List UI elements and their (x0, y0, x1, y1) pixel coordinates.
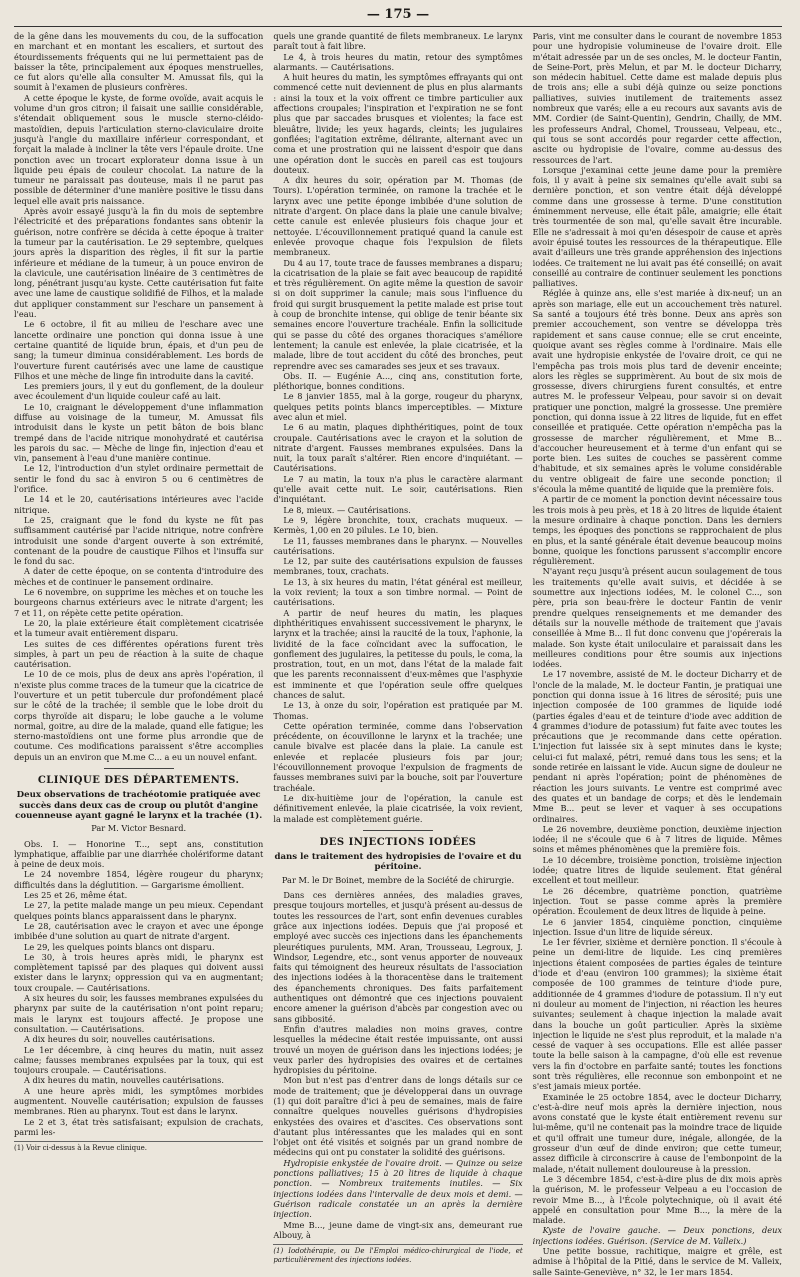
paragraph: Le 3 décembre 1854, c'est-à-dire plus de dix mois après la guérison, M. le professeur Velpeau a eu l'occasion de revoir Mme B..., à l'École polytechnique, où il avait été appelé en consultation pour Mme B..., la mère de la malade. (532, 1173, 782, 1226)
paragraph: Le 12, par suite des cautérisations expulsion de fausses membranes, toux, crachats. (273, 556, 523, 577)
section-title: DES INJECTIONS IODÉES (319, 836, 477, 848)
paragraph: A dix heures du matin, nouvelles cautérisations. (24, 1075, 224, 1086)
paragraph: Le 4, à trois heures du matin, retour des symptômes alarmants. — Cautérisations. (273, 51, 523, 72)
paragraph: Le 13, à six heures du matin, l'état général est meilleur, la voix revient; la toux a son timbre normal. — Point de cautérisations. (273, 576, 523, 608)
paragraph: Les premiers jours, il y eut du gonflement, de la douleur avec écoulement d'un liquide couleur café au lait. (14, 381, 264, 402)
paragraph: N'ayant reçu jusqu'à présent aucun soulagement de tous les traitements qu'elle avait suivis, et décidée à se soumettre aux injections iodées, M. le colonel C..., son père, pria son beau-frère le docteur Fantin de venir prendre quelques renseignements et me demander des détails sur la nouvelle méthode de traitement que j'avais conseillée à Mme B... Il fut donc convenu que j'opérerais la malade. Son kyste était uniloculaire et paraissait dans les meilleures conditions pour être soumis aux injections iodées. (532, 566, 782, 670)
paragraph: A dater de cette époque, on se contenta d'introduire des mèches et de continuer le pansement ordinaire. (14, 566, 264, 587)
paragraph: Le 8 janvier 1855, mal à la gorge, rougeur du pharynx, quelques petits points blancs imperceptibles. — Mixture avec alun et miel. (273, 391, 523, 422)
paragraph: Le 1er février, sixième et dernière ponction. Il s'écoule à peine un demi-litre de liquide. Les cinq premières injections étaient composées de parties égales de teinture d'iode et d'eau (environ 100 grammes); la sixième était composée de 100 grammes de teinture d'iode pure, additionnée de 4 grammes d'iodure de potassium. Il n'y eut ni douleur au moment de l'injection, ni réaction les heures suivantes; seulement à chaque injection la malade avait dans la bouche un goût particulier. Après la sixième injection le liquide ne s'est plus reproduit, et la malade n'a cessé de vaquer à ses occupations. Elle est allée passer toute la belle saison à la campagne, d'où elle est revenue vers la fin d'octobre en parfaite santé; toutes les fonctions sont très régulières, elle reconnue son embonpoint et ne s'est jamais mieux portée. (532, 937, 782, 1092)
paragraph: Du 4 au 17, toute trace de fausses membranes a disparu; la cicatrisation de la plaie se fait avec beaucoup de rapidité et très régulièrement. On agite même la question de savoir si on doit supprimer la canule; mais sous l'influence du froid qui surgit brusquement la petite malade est prise tout à coup de bronchite intense, qui oblige de tenir béante six semaines encore l'ouverture trachéale. Enfin la sollicitude qui se passe du côté des organes thoraciques s'améliore lentement; la canule est enlevée, la plaie cicatrisée, et la malade, libre de tout accident du côté des bronches, peut reprendre avec ses camarades ses jeux et ses travaux. (273, 257, 523, 371)
paragraph: Le 8, mieux. — Cautérisations. (283, 504, 411, 515)
paragraph: Réglée à quinze ans, elle s'est mariée à dix-neuf; un an après son mariage, elle eut un accouchement très naturel. Sa santé a toujours été très bonne. Deux ans après son premier accouchement, son ventre se développa très rapidement et sans cause connue; elle se crut enceinte, quoique avant ses règles comme à l'ordinaire. Mais elle avait une hydropisie enkystée de l'ovaire droit, ce qui ne l'empêcha pas trois mois plus tard de devenir enceinte; alors les règles se supprimèrent. Au bout de six mois de grossesse, divers chirurgiens furent consultés, et entre autres M. le professeur Velpeau, pour savoir si on devait pratiquer une ponction, malgré la grossesse. Une première ponction, qui donna issue à 22 litres de liquide, fut en effet conseillée et pratiquée. Cette opération n'empêcha pas la grossesse de marcher régulièrement, et Mme B... d'accoucher heureusement et à terme d'un enfant qui se porte bien. Les suites de couches se passèrent comme d'habitude, et six semaines après le volume considérable du ventre obligeait de faire une seconde ponction; il s'écoula la même quantité de liquide que la première fois. (532, 288, 782, 495)
paragraph: Mon but n'est pas d'entrer dans de longs détails sur ce mode de traitement; que je développerai dans un ouvrage (1) qui doit paraître d'ici à peu de semaines, mais de faire connaître quelques nouvelles guérisons d'hydropisies enkystées des ovaires et d'ascites. Ces observations sont d'autant plus intéressantes que les malades qui en sont l'objet ont été visités et soignés par un grand nombre de médecins qui ont pu constater la solidité des guérisons. (273, 1075, 523, 1158)
paragraph: Le 28, cautérisation avec le crayon et avec une éponge imbibée d'une solution au quart de nitrate d'argent. (14, 920, 264, 942)
section-title: CLINIQUE DES DÉPARTEMENTS. (37, 775, 240, 787)
paragraph: Le 30, à trois heures après midi, le pharynx est complètement tapissé par des plaques qui doivent aussi exister dans le larynx; oppression qui va en augmentant; toux croupale. — Cautérisations. (14, 951, 264, 993)
column-1 (14, 31, 264, 1153)
paragraph: Le 26 novembre, deuxième ponction, deuxième injection iodée; il ne s'écoule que 6 à 7 litres de liquide. Mêmes soins et mêmes phénomènes que la première fois. (532, 823, 782, 855)
paragraph: Le 20, la plaie extérieure était complètement cicatrisée et la tumeur avait entièrement disparu. (14, 617, 264, 639)
paragraph: de la gêne dans les mouvements du cou, de la suffocation en marchant et en montant les escaliers, et surtout des étourdissements fréquents qui ne lui permettaient pas de baisser la tête, principalement aux époques menstruelles, ce fut alors qu'elle alla consulter M. Amussat fils, qui la soumit à l'examen de plusieurs confrères. (14, 31, 264, 93)
paragraph: A cette époque le kyste, de forme ovoïde, avait acquis le volume d'un gros citron; il faisait une saillie considérable, s'étendait obliquement sous le muscle sterno-cléido-mastoïdien, depuis l'articulation sterno-claviculaire droite jusqu'à l'angle du maxillaire inférieur correspondant, et forçait la malade à incliner la tête vers l'épaule droite. Une ponction avec un trocart explorateur donna issue à un liquide peu épais de couleur chocolat. La nature de la tumeur ne paraissait pas douteuse, mais il ne parut pas possible de déterminer d'une manière positive le tissu dans lequel elle avait pris naissance. (14, 92, 264, 206)
section-divider (104, 768, 174, 769)
paragraph: Le 10 de ce mois, plus de deux ans après l'opération, il n'existe plus comme traces de la tumeur que la cicatrice de l'ouverture et un petit tubercule dur profondément placé sur le côté de la trachée; il semble que le lobe droit du corps thyroïde ait disparu; le lobe gauche a le volume normal, goitre, au dire de la malade, quand elle fatigue; les sterno-mastoïdiens ont une forme plus arrondie que de coutume. Ces modifications paraissent s'être accomplies depuis un an environ que M.me C... a eu un nouvel enfant. (14, 669, 264, 762)
case-heading: Kyste de l'ovaire gauche. — Deux ponctions, deux injections iodées. Guérison. (Service de M. Valleix.) (532, 1225, 782, 1246)
paragraph: Paris, vint me consulter dans le courant de novembre 1853 pour une hydropisie volumineuse de l'ovaire droit. Elle m'était adressée par un de ses oncles, M. le docteur Fantin, de Seine-Port, près Melun, et par M. le docteur Dicharry, son médecin habituel. Cette dame est malade depuis plus de trois ans; elle a subi déjà quinze ou seize ponctions palliatives, suivies inutilement de traitements assez nombreux que varés; elle a eu recours aux savants avis de MM. Cordier (de Saint-Quentin), Gendrin, Chailly, de MM. les professeurs Andral, Chomel, Trousseau, Velpeau, etc., qui tous se sont accordés pour regarder cette affection, ascite ou hydropisie de l'ovaire, comme au-dessus des ressources de l'art. (532, 31, 782, 165)
paragraph: A dix heures du soir, opération par M. Thomas (de Tours). L'opération terminée, on ramone la trachée et le larynx avec une petite éponge imbibée d'une solution de nitrate d'argent. On place dans la plaie une canule bivalve; cette canule est enlevée plusieurs fois chaque jour et nettoyée. L'écouvillonnement pratiqué quand la canule est enlevée provoque chaque fois l'expulsion de filets membraneux. (273, 175, 523, 258)
paragraph: Obs. I. — Honorine T..., sept ans, constitution lymphatique, affaiblie par une diarrhée cholériforme datant à peine de deux mois. (14, 838, 264, 870)
paragraph: A partir de ce moment la ponction devint nécessaire tous les trois mois à peu près, et 18 à 20 litres de liquide étaient la mesure ordinaire à chaque ponction. Dans les derniers temps, les époques des ponctions se rapprochaient de plus en plus, et la santé générale était devenue beaucoup moins bonne, quoique les fonctions parussent s'accomplir encore régulièrement. (532, 494, 782, 567)
paragraph: Le 24 novembre 1854, légère rougeur du pharynx; difficultés dans la déglutition. — Gargarisme émollient. (14, 869, 264, 890)
paragraph: quels une grande quantité de filets membraneux. Le larynx paraît tout à fait libre. (273, 31, 523, 52)
paragraph: Le 12, l'introduction d'un stylet ordinaire permettait de sentir le fond du sac à environ 5 ou 6 centimètres de l'orifice. (14, 463, 264, 495)
paragraph: Mme B..., jeune dame de vingt-six ans, demeurant rue Albouy, à (273, 1219, 523, 1240)
paragraph: Le 6 novembre, on supprime les mèches et on touche les bourgeons charnus extérieurs avec le nitrate d'argent; les 7 et 11, on répète cette petite opération. (14, 587, 264, 618)
paragraph: Le 9, légère bronchite, toux, crachats muqueux. — Kermès, 1,00 en 20 pilules. Le 10, bien. (273, 514, 523, 536)
columns (14, 31, 782, 1277)
paragraph: Le dix-huitième jour de l'opération, la canule est définitivement enlevée, la plaie cicatrisée, la voix revient, la malade est complètement guérie. (273, 792, 523, 824)
paragraph: Dans ces dernières années, des maladies graves, presque toujours mortelles, et jusqu'à présent au-dessus de toutes les ressources de l'art, sont enfin devenues curables grâce aux injections iodées. Depuis que j'ai proposé et employé avec succès ces injections dans les épanchements pleurétiques purulents, MM. Aran, Trousseau, Legroux, J. Windsor, Legendre, etc., sont venus apporter de nouveaux faits qui témoignent des heureux résultats de l'association des injections iodées à la thoracentèse dans le traitement des épanchements chroniques. Des faits parfaitement authentiques ont démontré que ces injections pouvaient encore amener la guérison d'abcès par congestion avec ou sans gibbosité. (273, 890, 523, 1024)
paragraph: Les suites de ces différentes opérations furent très simples, à part un peu de réaction à la suite de chaque cautérisation. (14, 638, 264, 670)
column-2 (273, 31, 523, 1264)
paragraph: Le 27, la petite malade mange un peu mieux. Cependant quelques points blancs apparaissent dans le pharynx. (14, 900, 264, 921)
paragraph: Examinée le 25 octobre 1854, avec le docteur Dicharry, c'est-à-dire neuf mois après la dernière injection, nous avons constaté que le kyste était entièrement revenu sur lui-même, qu'il ne contenait pas la moindre trace de liquide et qu'il offrait une tumeur dure, inégale, allongée, de la grosseur d'un œuf de dinde environ; que cette tumeur, assez difficile à circonscrire à cause de l'embonpoint de la malade, n'était nullement douloureuse à la pression. (532, 1091, 782, 1174)
paragraph: Le 11, fausses membranes dans le pharynx. — Nouvelles cautérisations. (273, 535, 523, 556)
paragraph: A six heures du soir, les fausses membranes expulsées du pharynx par suite de la cautérisation n'ont point reparu; mais le larynx est toujours affecté. Je propose une consultation. — Cautérisations. (14, 993, 264, 1034)
paragraph: Lorsque j'examinai cette jeune dame pour la première fois, il y avait à peine six semaines qu'elle avait subi sa dernière ponction, et son ventre était déjà développé comme dans une grossesse à terme. D'une constitution éminemment nerveuse, elle était pâle, amaigrie; elle était très tourmentée de son mal, qu'elle savait être incurable. Elle ne s'adressait à moi qu'en désespoir de cause et après avoir épuisé toutes les ressources de la thérapeutique. Elle avait d'ailleurs une très grande appréhension des injections iodées. Ce traitement ne lui avait pas été conseillé; on avait conseillé au contraire de continuer seulement les ponctions palliatives. (532, 164, 782, 289)
article-byline: Par M. le Dr Boinet, membre de la Société de chirurgie. (281, 874, 515, 885)
page-number: — 175 — (366, 7, 430, 22)
footnote: (1) Iodothérapie, ou De l'Emploi médico-chirurgical de l'iode, et particulièrement des injections iodées. (273, 1244, 522, 1264)
paragraph: Obs. II. — Eugénie A..., cinq ans, constitution forte, pléthorique, bonnes conditions. (273, 370, 523, 392)
section-divider (363, 830, 433, 831)
paragraph: A dix heures du soir, nouvelles cautérisations. (24, 1034, 215, 1045)
paragraph: Le 17 novembre, assisté de M. le docteur Dicharry et de l'oncle de la malade, M. le docteur Fantin, je pratiquai une ponction qui donna issue à 16 litres de sérosité; puis une injection composée de 100 grammes de liquide iodé (parties égales d'eau et de teinture d'iode avec addition de 4 grammes d'iodure de potassium) fut faite avec toutes les précautions que je recommande dans cette opération. L'injection fut laissée six à sept minutes dans le kyste; celui-ci fut malaxé, pétri, remué dans tous les sens; et la sonde retirée en laissant le vide. Aucun signe de douleur ne pendant ni après l'opération; point de phénomènes de réaction les jours suivants. Le ventre est comprimé avec des quates et un bandage de corps; et dès le lendemain Mme B... peut se lever et vaquer à ses occupations ordinaires. (532, 669, 782, 824)
paragraph: Le 1er décembre, à cinq heures du matin, nuit assez calme; fausses membranes expulsées par la toux, qui est toujours croupale. — Cautérisations. (14, 1044, 264, 1076)
article-subtitle: dans le traitement des hydropisies de l'ovaire et du péritoine. (274, 852, 522, 873)
paragraph: Le 10, craignant le développement d'une inflammation diffuse au voisinage de la tumeur, M. Amussat fils introduisit dans le kyste un petit bâton de bois blanc trempé dans de l'acide nitrique monohydraté et cautérisa les parois du sac. — Mèche de linge fin, injection d'eau et vin, pansement à l'eau d'une manière continue. (14, 401, 264, 464)
paragraph: Le 14 et le 20, cautérisations intérieures avec l'acide nitrique. (14, 494, 264, 515)
column-3 (532, 31, 782, 1277)
case-heading: Hydropisie enkystée de l'ovaire droit. — Quinze ou seize ponctions palliatives; 15 à 20 litres de liquide à chaque ponction. — Nombreux traitements inutiles. — Six injections iodées dans l'intervalle de deux mois et demi. — Guérison radicale constatée un an après la dernière injection. (273, 1157, 523, 1220)
paragraph: Le 6 au matin, plaques diphthéritiques, point de toux croupale. Cautérisations avec le crayon et la solution de nitrate d'argent. Fausses membranes expulsées. Dans la nuit, la toux paraît s'altérer. Rien encore d'inquiétant. — Cautérisations. (273, 422, 523, 474)
footnote: (1) Voir ci-dessus à la Revue clinique. (14, 1141, 263, 1153)
paragraph: Le 29, les quelques points blancs ont disparu. (24, 941, 215, 952)
paragraph: A une heure après midi, les symptômes morbides augmentent. Nouvelle cautérisation; expulsion de fausses membranes. Rien au pharynx. Tout est dans le larynx. (14, 1085, 264, 1117)
paragraph: Le 26 décembre, quatrième ponction, quatrième injection. Tout se passe comme après la première opération. Écoulement de deux litres de liquide à peine. (532, 885, 782, 917)
article-byline: Par M. Victor Besnard. (91, 823, 187, 834)
paragraph: Le 13, à onze du soir, l'opération est pratiquée par M. Thomas. (273, 700, 523, 721)
paragraph: Les 25 et 26, même état. (24, 890, 128, 901)
paragraph: Le 10 décembre, troisième ponction, troisième injection iodée; quatre litres de liquide seulement. État général excellent et tout meilleur. (532, 854, 782, 886)
paragraph: Le 25, craignant que le fond du kyste ne fût pas suffisamment cautérisé par l'acide nitrique, notre confrère introduisit une sonde d'argent ouverte à son extrémité, contenant de la poudre de caustique Filhos et l'insuffa sur le fond du sac. (14, 514, 264, 567)
header-rule (14, 26, 782, 27)
paragraph: Le 6 octobre, il fit au milieu de l'eschare avec une lancette ordinaire une ponction qui donna issue à une certaine quantité de liquide brun, épais, et d'un peu de sang; la tumeur diminua considérablement. Les bords de l'ouverture furent cautérisés avec une lame de caustique Filhos et une mèche de linge fin introduite dans la cavité. (14, 319, 264, 381)
paragraph: Après avoir essayé jusqu'à la fin du mois de septembre l'électricité et des préparations fondantes sans obtenir la guérison, notre confrère se décida à cette époque à traiter la tumeur par la cautérisation. Le 29 septembre, quelques jours après la disparition des règles, il fit sur la partie inférieure et médiane de la tumeur, à un pouce environ de la clavicule, une cautérisation linéaire de 3 centimètres de long, pénétrant jusqu'au kyste. Cette cautérisation fut faite avec une lame de caustique solidifié de Filhos, et la malade dut appliquer constamment sur l'eschare un pansement à l'eau. (14, 206, 264, 320)
paragraph: Le 6 janvier 1854, cinquième ponction, cinquième injection. Issue d'un litre de liquide séreux. (532, 916, 782, 937)
paragraph: A partir de neuf heures du matin, les plaques diphthéritiques envahissent successivement le pharynx, le larynx et la trachée; ainsi la raucité de la toux, l'aphonie, la lividité de la face coïncidant avec la suffocation, le gonflement des jugulaires, la petitesse du pouls, le coma, la prostration, tout, en un mot, dans l'état de la malade fait que les parents reconnaissent d'eux-mêmes que l'asphyxie est imminente et que l'opération seule offre quelques chances de salut. (273, 607, 523, 700)
paragraph: Cette opération terminée, comme dans l'observation précédente, on écouvillonne le larynx et la trachée; une canule bivalve est placée dans la plaie. La canule est enlevée et replacée plusieurs fois par jour; l'écouvillonnement provoque l'expulsion de fragments de fausses membranes suivi par la bouche, soit par l'ouverture trachéale. (273, 720, 523, 793)
paragraph: Une petite bossue, rachitique, maigre et grêle, est admise à l'hôpital de la Pitié, dans le service de M. Valleix, salle Sainte-Geneviève, n° 32, le 1er mars 1854. (532, 1246, 782, 1277)
paragraph: Le 2 et 3, état très satisfaisant; expulsion de crachats, parmi les- (14, 1116, 264, 1137)
article-subtitle: Deux observations de trachéotomie pratiquée avec succès dans deux cas de croup ou plutôt d'angine couenneuse ayant gagné le larynx et la trachée (1). (15, 790, 263, 821)
paragraph: Enfin d'autres maladies non moins graves, contre lesquelles la médecine était restée impuissante, ont aussi trouvé un moyen de guérison dans les injections iodées; je veux parler des hydropisies des ovaires et de certaines hydropisies du péritoine. (273, 1023, 523, 1076)
paragraph: A huit heures du matin, les symptômes effrayants qui ont commencé cette nuit deviennent de plus en plus alarmants : ainsi la toux et la voix offrent ce timbre particulier aux affections croupales; l'inspiration et l'expiration ne se font plus que par saccades brusques et violentes; la face est bleuâtre, livide; les yeux hagards, cleints; les jugulaires gonflées; l'agitation extrême, délirante, alternant avec un coma et une prostration qui ne laissent d'espoir que dans une opération dont le succès en pareil cas est toujours douteux. (273, 72, 523, 175)
paragraph: Le 7 au matin, la toux n'a plus le caractère alarmant qu'elle avait cette nuit. Le soir, cautérisations. Rien d'inquiétant. (273, 473, 523, 505)
